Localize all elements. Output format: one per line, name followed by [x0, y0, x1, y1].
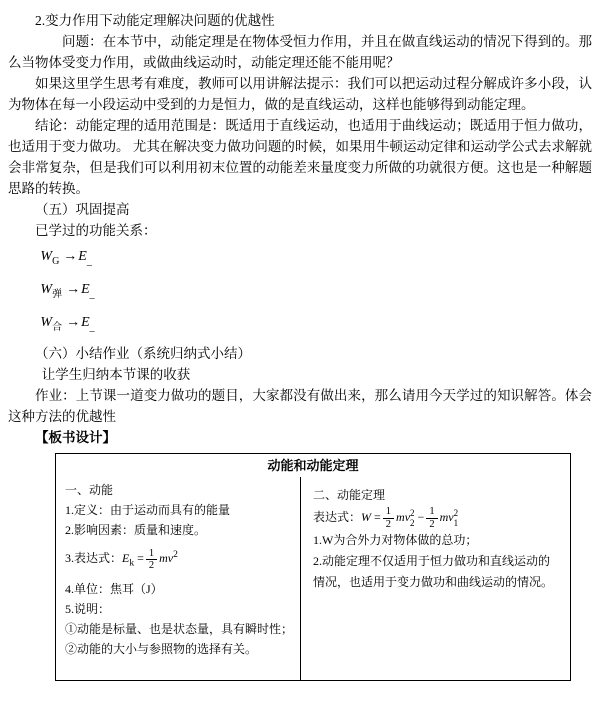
- left-item-unit: 4.单位：焦耳（J）: [65, 581, 163, 596]
- expression-prefix: 表达式：: [313, 510, 362, 525]
- expression-prefix: 3.表达式：: [65, 551, 123, 566]
- paragraph-question: 问题：在本节中，动能定理是在物体受恒力作用，并且在做直线运动的情况下得到的。那么当物体受变力作用，或做曲线运动时，动能定理还能不能用呢？: [8, 34, 592, 70]
- fraction-one-half: $\frac{1}{2}$: [383, 506, 394, 530]
- relation-gravity-work: [40, 243, 592, 276]
- relation-subscript: G: [52, 255, 60, 267]
- ek-subscript: k: [129, 558, 135, 569]
- section6-heading: （六）小结作业（系统归纳式小结）: [35, 346, 251, 362]
- left-item-definition: 1.定义：由于运动而具有的能量: [65, 503, 231, 518]
- relation-lhs: W: [40, 314, 53, 330]
- right-note-applicability: 2.动能定理不仅适用于恒力做功和直线运动的情况，也适用于变力做功和曲线运动的情况。: [313, 554, 554, 590]
- relation-subscript: 合: [52, 321, 63, 333]
- mv2-term: mv: [396, 510, 411, 525]
- fraction-one-half: $\frac{1}{2}$: [426, 506, 437, 530]
- arrow-symbol: →: [63, 249, 78, 264]
- mv-term: mv: [159, 551, 174, 566]
- left-note-scalar: ①动能是标量、也是状态量，具有瞬时性；: [65, 621, 294, 636]
- section6-line: 让学生归纳本节课的收获: [41, 367, 191, 383]
- relation-rhs: E: [78, 249, 87, 264]
- board-design-label: 【板书设计】: [35, 430, 116, 446]
- paragraph-hint: 如果这里学生思考有难度，教师可以用讲解法提示：我们可以把运动过程分解成许多小段，认为物体在每一小段运动中受到的力是恒力，做的是直线运动，这样也能够得到动能定理。: [8, 76, 592, 112]
- relation-lhs: W: [40, 249, 53, 264]
- board-column-kinetic-energy: [56, 477, 301, 680]
- board-column-work-energy-theorem: [301, 477, 570, 680]
- heading-advantage: 2.变力作用下动能定理解决问题的优越性: [35, 13, 275, 28]
- squared-exponent: 2: [173, 550, 178, 561]
- blackboard-design-box: [55, 453, 571, 681]
- minus-sign: −: [417, 510, 425, 525]
- relation-net-work: [40, 309, 592, 342]
- mv2-sub-sup: 2 2: [410, 507, 415, 529]
- kinetic-energy-expression: [65, 540, 294, 578]
- relation-blank: _: [89, 288, 95, 300]
- mv1-sub-sup: 2 1: [453, 507, 459, 529]
- w-symbol: W: [361, 510, 372, 525]
- board-columns: [56, 477, 570, 680]
- fraction-one-half: $\frac{1}{2}$: [146, 548, 157, 572]
- arrow-symbol: →: [66, 314, 81, 330]
- mv1-term: mv: [439, 510, 454, 525]
- relation-spring-work: [40, 276, 592, 309]
- work-energy-theorem-expression: [313, 506, 560, 530]
- equals-sign: =: [137, 551, 144, 566]
- left-note-reference-frame: ②动能的大小与参照物的选择有关。: [65, 641, 258, 656]
- equals-sign: =: [374, 510, 381, 525]
- paragraph-conclusion: 结论：动能定理的适用范围是：既适用于直线运动，也适用于曲线运动；既适用于恒力做功，也适用于变力做功。 尤其在解决变力做功问题的时候，如果用牛顿运动定律和运动学公式去求解就会非常复杂，但是我们可以利用初末位置的动能差来量度变力所做的功就很方便。这也是一种解题思路的转换。: [8, 118, 592, 196]
- paragraph-homework: 作业：上节课一道变力做功的题目，大家都没有做出来，那么请用今天学过的知识解答。体会这种方法的优越性: [8, 388, 592, 425]
- section5-intro: 已学过的功能关系：: [35, 223, 157, 238]
- relation-subscript: 弹: [52, 288, 63, 300]
- relation-rhs: E: [81, 314, 90, 330]
- section5-heading: （五）巩固提高: [35, 202, 130, 217]
- relation-blank: _: [86, 255, 92, 267]
- relation-lhs: W: [40, 281, 53, 297]
- left-item-notes-label: 5.说明：: [65, 601, 111, 616]
- energy-relation-list: [8, 243, 592, 341]
- left-heading: 一、动能: [65, 483, 114, 498]
- arrow-symbol: →: [66, 281, 81, 297]
- board-title: 动能和动能定理: [267, 458, 359, 474]
- left-item-factors: 2.影响因素：质量和速度。: [65, 523, 207, 538]
- right-heading: 二、动能定理: [313, 488, 386, 503]
- relation-blank: _: [89, 321, 95, 333]
- right-note-total-work: 1.W为合外力对物体做的总功；: [313, 533, 478, 548]
- relation-rhs: E: [81, 281, 90, 297]
- ek-symbol: E: [122, 551, 130, 566]
